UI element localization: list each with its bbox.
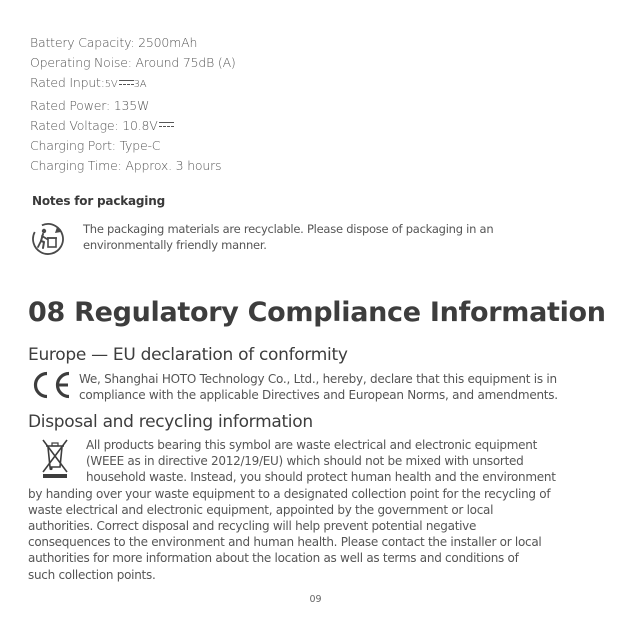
- spec-rated-input-current: 3A: [133, 79, 147, 91]
- spec-rated-voltage: [30, 116, 236, 136]
- spec-rated-power: Rated Power: 135W: [30, 97, 150, 113]
- disposal-title: Disposal and recycling information: [28, 412, 313, 432]
- disposal-text: [28, 437, 588, 583]
- recycle-icon: [31, 222, 65, 256]
- packaging-notes-text: The packaging materials are recyclable. Please dispose of packaging in an environmentally friendly manner.: [83, 222, 494, 252]
- spec-battery-capacity: Battery Capacity: 2500mAh: [30, 35, 198, 50]
- dc-symbol-icon: [159, 122, 174, 128]
- disposal-line: household waste. Instead, you should protect human health and the environment: [86, 470, 556, 485]
- disposal-line: authorities for more information about the location as well as terms and conditions of: [28, 551, 519, 566]
- spec-rated-input-voltage: 5V: [104, 79, 118, 91]
- disposal-line: authorities. Correct disposal and recycling will help prevent potential negative: [28, 519, 477, 534]
- page-number: 09: [309, 594, 322, 605]
- eu-declaration-text: [79, 371, 599, 403]
- dc-symbol-icon: [119, 80, 134, 86]
- disposal-line: by handing over your waste equipment to a designated collection point for the recycling of: [28, 486, 551, 501]
- eu-declaration-line: We, Shanghai HOTO Technology Co., Ltd., hereby, declare that this equipment is in: [79, 372, 557, 386]
- disposal-line: consequences to the environment and human health. Please contact the installer or local: [28, 535, 542, 550]
- disposal-line: All products bearing this symbol are waste electrical and electronic equipment: [86, 438, 537, 452]
- packaging-notes-title: Notes for packaging: [32, 194, 165, 208]
- spec-rated-voltage-label: Rated Voltage: 10.8V: [30, 117, 158, 133]
- disposal-line: (WEEE as in directive 2012/19/EU) which should not be mixed with unsorted: [86, 454, 524, 469]
- eu-declaration-title: Europe — EU declaration of conformity: [28, 345, 348, 365]
- disposal-line: waste electrical and electronic equipment, appointed by the government or local: [28, 502, 494, 517]
- spec-charging-time: Charging Time: Approx. 3 hours: [30, 158, 222, 174]
- specifications-list: [30, 33, 236, 176]
- spec-rated-input-label: Rated Input:: [30, 75, 105, 91]
- spec-operating-noise: Operating Noise: Around 75dB (A): [30, 55, 236, 71]
- spec-charging-port: Charging Port: Type-C: [30, 138, 161, 154]
- section-title: 08 Regulatory Compliance Information: [28, 297, 606, 328]
- spec-rated-input: [30, 73, 236, 95]
- ce-mark-icon: [28, 370, 72, 400]
- eu-declaration-line: compliance with the applicable Directives and European Norms, and amendments.: [79, 388, 558, 402]
- disposal-line: such collection points.: [28, 567, 156, 582]
